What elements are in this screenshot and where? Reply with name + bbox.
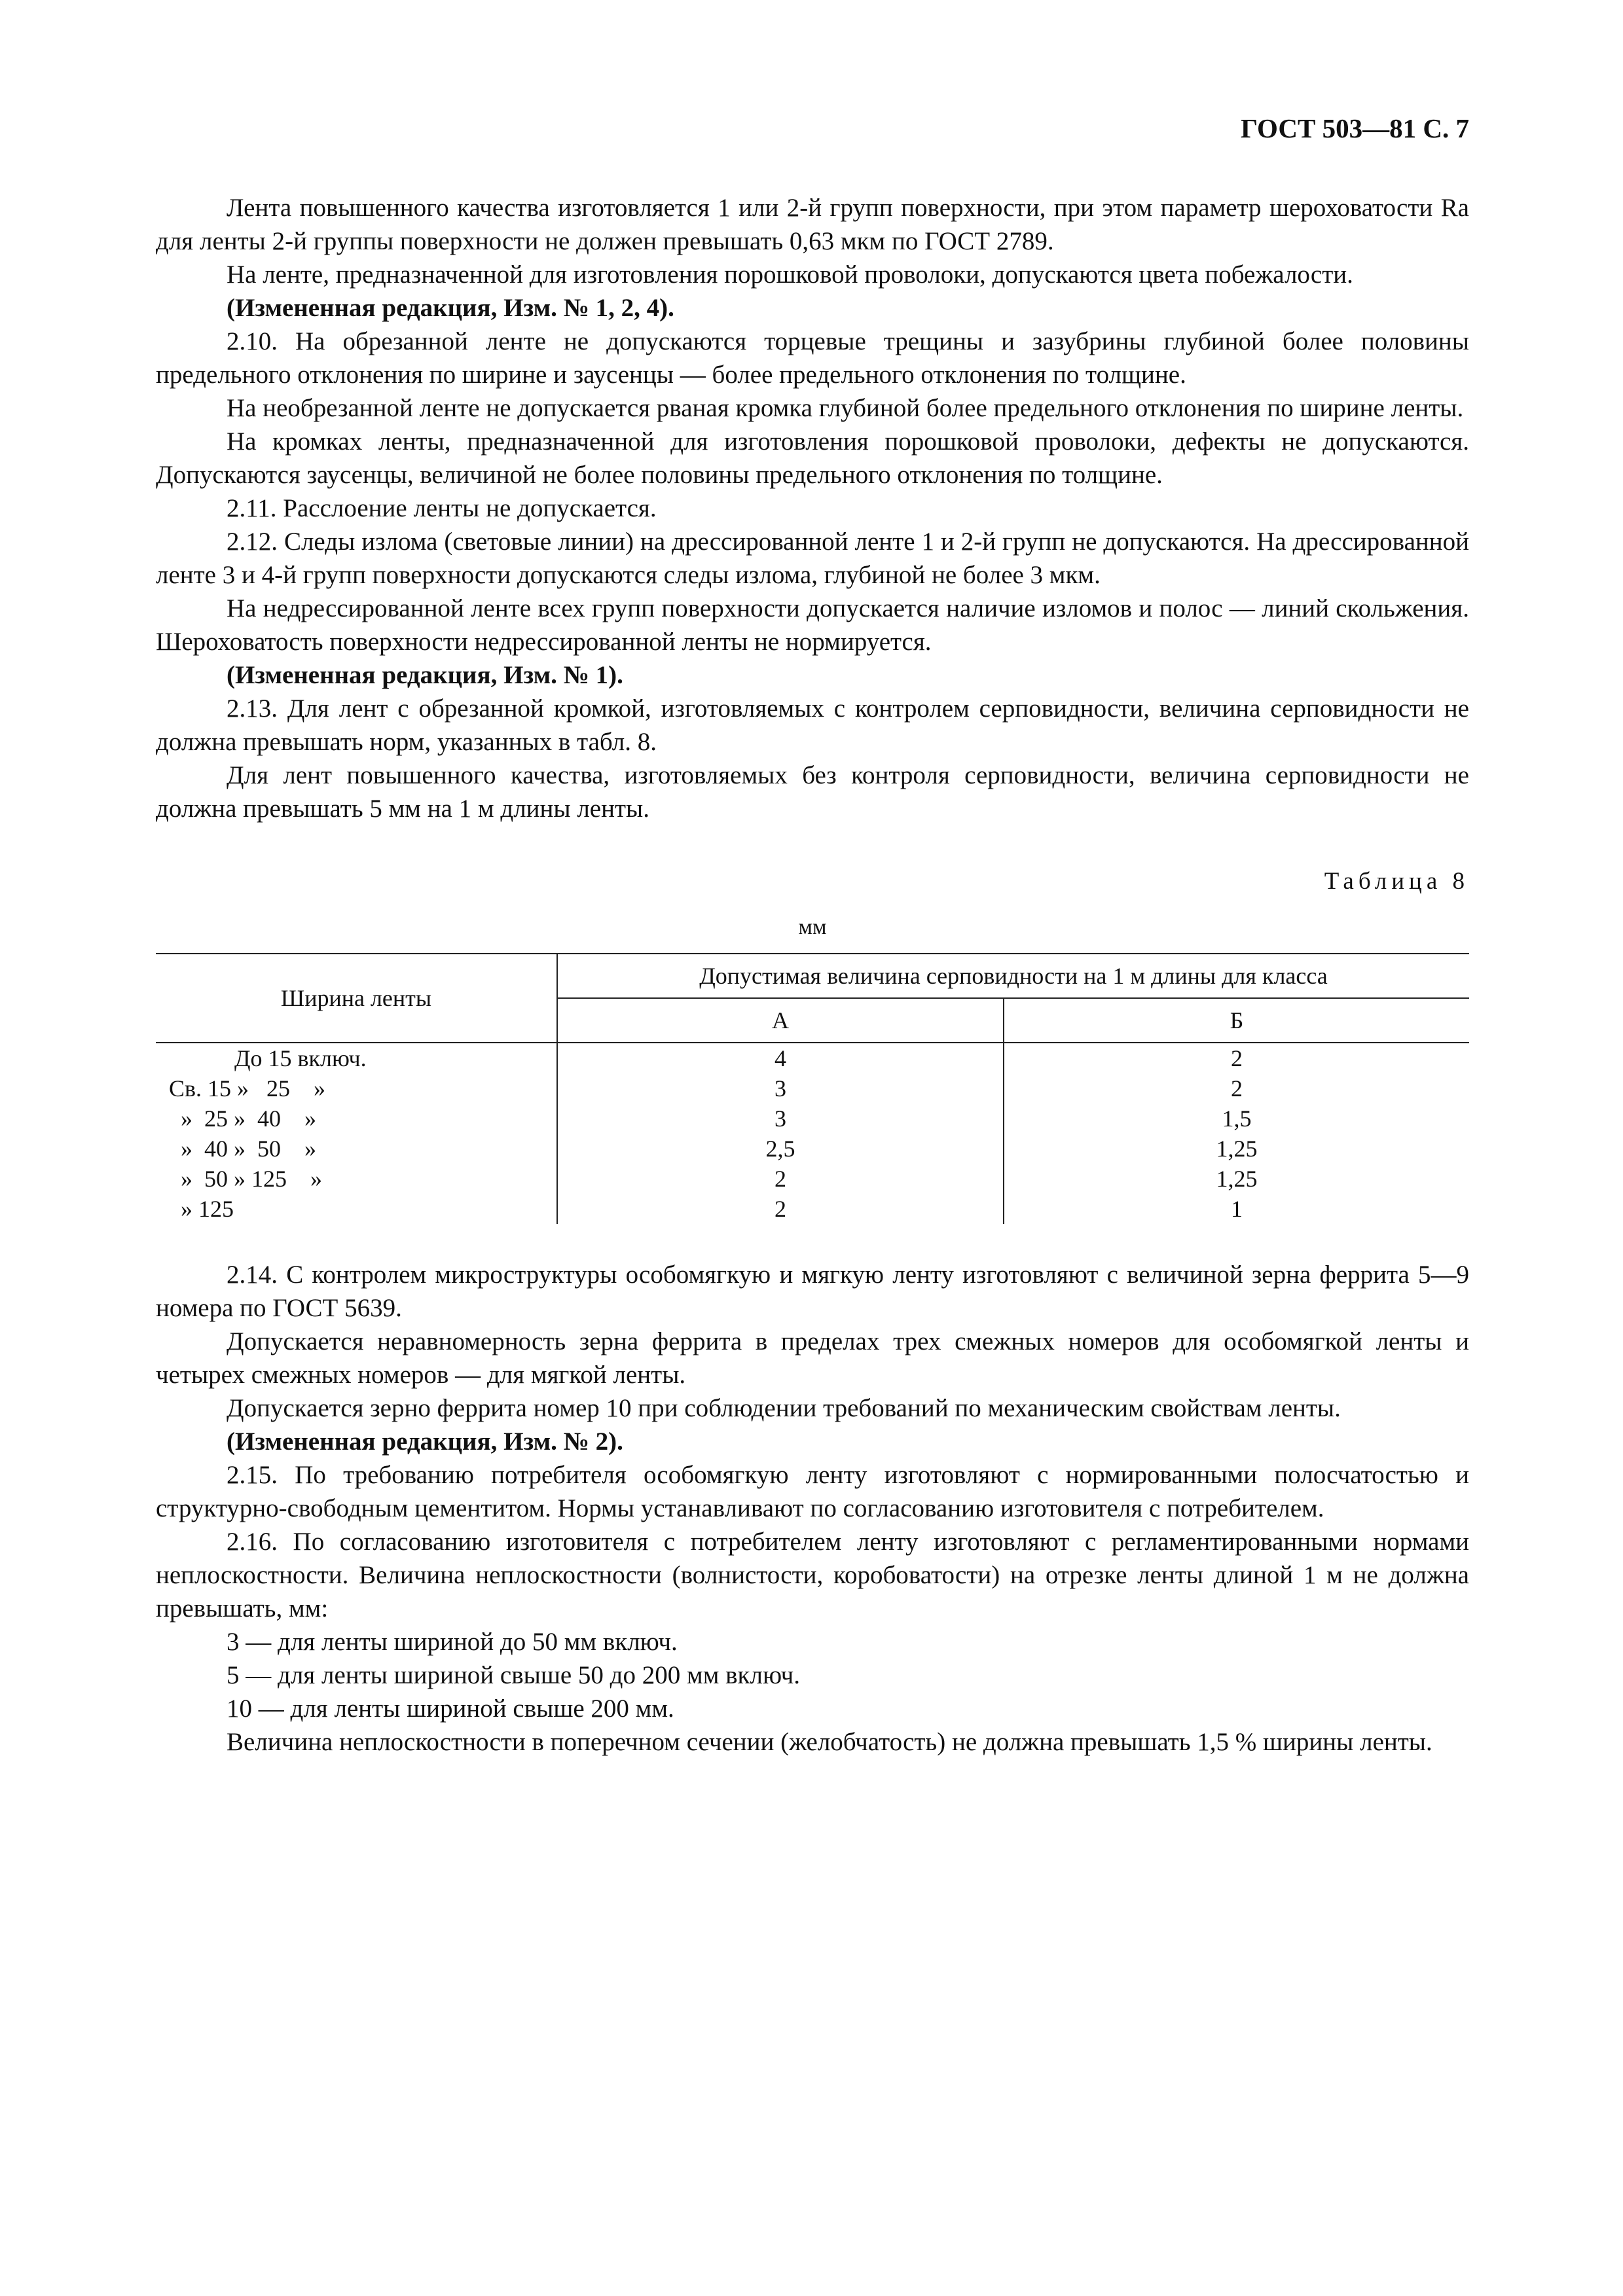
amendment-note: (Измененная редакция, Изм. № 1, 2, 4). <box>227 294 674 322</box>
paragraph: На необрезанной ленте не допускается рваная кромка глубиной более предельного отклонения по ширине ленты. <box>227 394 1464 422</box>
paragraph: Допускается неравномерность зерна феррита в пределах трех смежных номеров для особомягкой ленты и четырех смежных номеров — для мягкой ленты. <box>156 1327 1469 1389</box>
cell-class-b: 1,25 <box>1004 1164 1469 1194</box>
table-row <box>156 1194 1469 1224</box>
table-row <box>156 1164 1469 1194</box>
paragraph: Для лент повышенного качества, изготовляемых без контроля серповидности, величина серповидности не должна превышать 5 мм на 1 м длины ленты. <box>156 761 1469 823</box>
cell-class-a: 2,5 <box>557 1134 1004 1164</box>
paragraph: 2.12. Следы излома (световые линии) на дрессированной ленте 1 и 2-й групп не допускаются. На дрессированной ленте 3 и 4-й групп поверхности допускаются следы излома, глубиной не более 3 мкм. <box>156 528 1469 589</box>
col-header-class-a: А <box>557 998 1004 1043</box>
paragraph: На недрессированной ленте всех групп поверхности допускается наличие изломов и полос — линий скольжения. Шероховатость поверхности недрессированной ленты не нормируется. <box>156 594 1469 656</box>
col-header-class-b: Б <box>1004 998 1469 1043</box>
cell-width: » 25 » 40 » <box>169 1105 316 1132</box>
paragraph: 5 — для ленты шириной свыше 50 до 200 мм включ. <box>227 1661 800 1689</box>
amendment-note: (Измененная редакция, Изм. № 1). <box>227 661 623 689</box>
cell-class-b: 2 <box>1004 1043 1469 1073</box>
cell-width: До 15 включ. <box>234 1045 367 1071</box>
paragraph: 2.15. По требованию потребителя особомягкую ленту изготовляют с нормированными полосчатостью и структурно-свободным цементитом. Нормы устанавливают по согласованию изготовителя с потребителем. <box>156 1461 1469 1522</box>
cell-width: » 40 » 50 » <box>169 1136 316 1162</box>
paragraph: 3 — для ленты шириной до 50 мм включ. <box>227 1628 678 1656</box>
cell-width: » 125 <box>169 1196 234 1222</box>
paragraph: 2.11. Расслоение ленты не допускается. <box>227 494 657 522</box>
cell-class-a: 4 <box>557 1043 1004 1073</box>
table-body <box>156 1043 1469 1224</box>
table-row <box>156 1043 1469 1073</box>
cell-class-a: 2 <box>557 1194 1004 1224</box>
paragraph: 10 — для ленты шириной свыше 200 мм. <box>227 1695 674 1723</box>
cell-class-a: 2 <box>557 1164 1004 1194</box>
cell-class-a: 3 <box>557 1073 1004 1103</box>
page-header: ГОСТ 503—81 С. 7 <box>1240 113 1469 143</box>
col-header-width: Ширина ленты <box>156 954 557 1043</box>
cell-class-a: 3 <box>557 1103 1004 1134</box>
amendment-note: (Измененная редакция, Изм. № 2). <box>227 1427 623 1456</box>
table-8 <box>156 953 1469 1224</box>
paragraphs-before-table <box>156 191 1469 825</box>
table-unit: мм <box>798 915 827 939</box>
paragraph: Допускается зерно феррита номер 10 при соблюдении требований по механическим свойствам ленты. <box>227 1394 1341 1422</box>
paragraph: Лента повышенного качества изготовляется 1 или 2-й групп поверхности, при этом параметр шероховатости Ra для ленты 2-й группы поверхности не должен превышать 0,63 мкм по ГОСТ 2789. <box>156 194 1469 255</box>
cell-class-b: 1 <box>1004 1194 1469 1224</box>
table-row <box>156 1073 1469 1103</box>
paragraph: На кромках ленты, предназначенной для изготовления порошковой проволоки, дефекты не допускаются. Допускаются заусенцы, величиной не более половины предельного отклонения по толщине. <box>156 427 1469 489</box>
cell-class-b: 1,25 <box>1004 1134 1469 1164</box>
cell-class-b: 2 <box>1004 1073 1469 1103</box>
col-header-group: Допустимая величина серповидности на 1 м длины для класса <box>557 954 1469 998</box>
cell-width: Св. 15 » 25 » <box>169 1075 326 1102</box>
table-row <box>156 1103 1469 1134</box>
table-caption: Таблица 8 <box>1324 868 1469 895</box>
document-body <box>156 191 1469 1759</box>
paragraph: 2.10. На обрезанной ленте не допускаются торцевые трещины и зазубрины глубиной более половины предельного отклонения по ширине и заусенцы — более предельного отклонения по толщине. <box>156 327 1469 389</box>
table-row <box>156 1134 1469 1164</box>
paragraph: 2.13. Для лент с обрезанной кромкой, изготовляемых с контролем серповидности, величина серповидности не должна превышать норм, указанных в табл. 8. <box>156 694 1469 756</box>
cell-width: » 50 » 125 » <box>169 1166 322 1192</box>
cell-class-b: 1,5 <box>1004 1103 1469 1134</box>
paragraph: 2.14. С контролем микроструктуры особомягкую и мягкую ленту изготовляют с величиной зерна феррита 5—9 номера по ГОСТ 5639. <box>156 1261 1469 1322</box>
paragraphs-after-table <box>156 1258 1469 1759</box>
paragraph: 2.16. По согласованию изготовителя с потребителем ленту изготовляют с регламентированными нормами неплоскостности. Величина неплоскостности (волнистости, коробоватости) на отрезке ленты длиной 1 м не должна превышать, мм: <box>156 1528 1469 1623</box>
paragraph: На ленте, предназначенной для изготовления порошковой проволоки, допускаются цвета побежалости. <box>227 260 1353 289</box>
paragraph: Величина неплоскостности в поперечном сечении (желобчатость) не должна превышать 1,5 % ширины ленты. <box>227 1728 1432 1756</box>
